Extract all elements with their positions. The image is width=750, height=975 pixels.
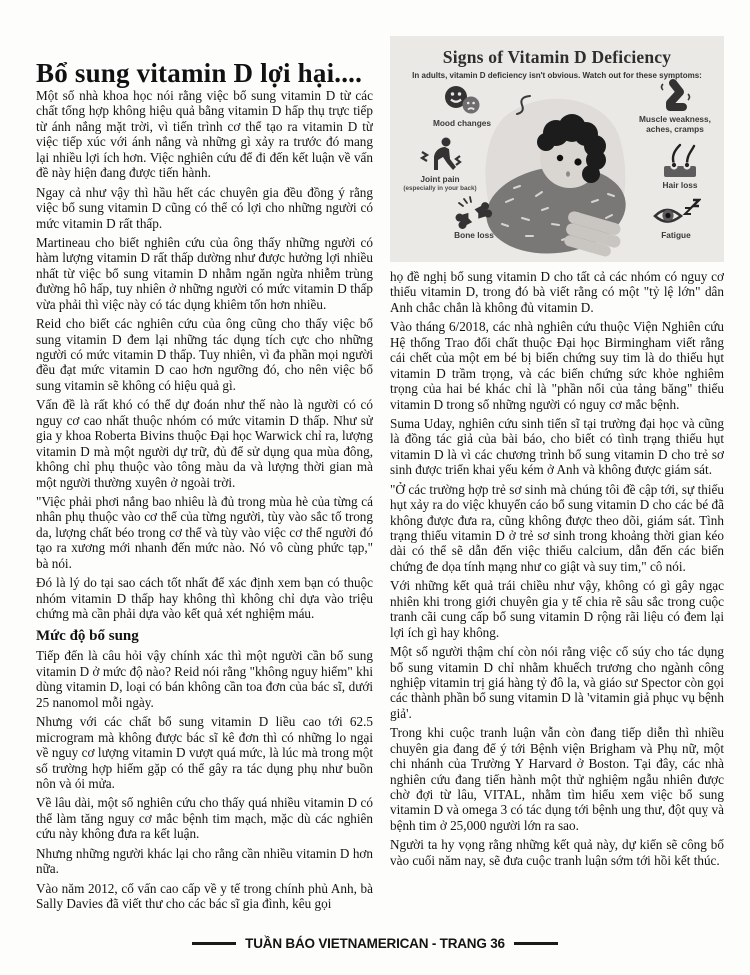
paragraph: "Việc phải phơi nắng bao nhiêu là đủ trong mùa hè của từng cá nhân phụ thuộc vào cơ thể của từng người, tùy vào sắc tố trong da, lượng chất béo trong cơ thể và tùy vào việc cơ thể người đó tạo ra xương mới nhanh đến mức nào. Nó vô cùng phức tạp," bà nói.: [36, 493, 373, 571]
broken-bone-icon: [451, 194, 497, 230]
fatigue-eye-icon: [651, 196, 701, 230]
symptom-label: Fatigue: [661, 230, 691, 240]
paragraph: Ngay cả như vậy thì hầu hết các chuyên gia đều đồng ý rằng việc bổ sung vitamin D cũng có thể có lợi cho những người có mức vitamin D rất thấp.: [36, 184, 373, 231]
paragraph: Tiếp đến là câu hỏi vậy chính xác thì một người cần bổ sung vitamin D ở mức độ nào? Reid nói rằng "không nguy hiểm" khi dùng vitamin D, loại có bán không cần toa đơn của bác sĩ, dưới 25 nanomol mỗi ngày.: [36, 648, 373, 710]
symptom-sublabel: (especially in your back): [403, 184, 477, 192]
paragraph: Martineau cho biết nghiên cứu của ông thấy những người có hàm lượng vitamin D rất thấp dường như được hưởng lợi nhiều nhất từ việc bổ sung vitamin D nhằm ngăn ngừa nhiễm trùng đường hô hấp, tuy nhiên ở những người có mức vitamin D thấp vừa phải thì việc này có tác dụng khiêm tốn hơn nhiều.: [36, 234, 373, 312]
right-column: [390, 36, 724, 928]
paragraph: Vào tháng 6/2018, các nhà nghiên cứu thuộc Viện Nghiên cứu Hệ thống Trao đổi chất thuộc Đại học Birmingham viết rằng cái chết của một em bé bị biến chứng suy tim là do thiếu hụt vitamin D trầm trọng, và các biến chứng sức khỏe nghiêm trọng của hai bé khác chỉ là "phần nổi của tảng băng" thiếu vitamin D trong số những người có nguy cơ mắc bệnh.: [390, 319, 724, 412]
symptom-joint-pain: [392, 136, 488, 192]
paragraph: Một số người thậm chí còn nói rằng việc cổ súy cho tác dụng bổ sung vitamin D chỉ nhằm khuếch trương cho ngành công nghiệp vitamin trị giá hàng tỷ đô la, và giáo sư Spector còn gọi các thành phần bổ sung vitamin D là 'vitamin giả phục vụ bệnh giả'.: [390, 644, 724, 721]
paragraph: Về lâu dài, một số nghiên cứu cho thấy quá nhiều vitamin D có thể làm tăng nguy cơ mắc bệnh tim mạch, mặc dù các nghiên cứu này không đưa ra kết luận.: [36, 795, 373, 842]
paragraph: Vấn đề là rất khó có thể dự đoán như thế nào là người có có nguy cơ cao nhất thuộc nhóm có mức vitamin D thấp. Như sử gia y khoa Roberta Bivins thuộc Đại học Warwick chỉ ra, lượng vitamin D mà một người dự trữ, đủ để sử dụng qua mùa đông, không chỉ phụ thuộc vào tông màu da và lượng thời gian mà một người thường xuyên ở ngoài trời.: [36, 397, 373, 490]
paragraph: Một số nhà khoa học nói rằng việc bổ sung vitamin D từ các chất tổng hợp không hiệu quả bằng vitamin D hấp thụ trực tiếp từ ánh nắng mặt trời, vì tiến trình cơ thể tạo ra vitamin D từ việc tiếp xúc với ánh nắng và những gì xảy ra trước đó mang lại nhiều lợi ích hơn. Việc nghiên cứu để đi đến kết luận về vấn đề này hiện đang được tiến hành.: [36, 88, 373, 181]
symptom-fatigue: [636, 196, 716, 241]
symptom-bone-loss: [430, 194, 518, 241]
paragraph: Suma Uday, nghiên cứu sinh tiến sĩ tại trường đại học và cũng là đồng tác giả của bài báo, cho biết có tình trạng thiếu hụt vitamin D là vì các chương trình bổ sung vitamin D cho trẻ sơ sinh được triển khai yếu kém ở Anh và không được giám sát.: [390, 415, 724, 478]
paragraph: họ đề nghị bổ sung vitamin D cho tất cả các nhóm có nguy cơ thiếu vitamin D, trong đó bà viết rằng có một "tỷ lệ lớn" dân Anh chắc chắn là không đủ vitamin D.: [390, 269, 724, 315]
vitamin-d-infographic: [390, 36, 724, 262]
footer-label: TUẦN BÁO VIETNAMERICAN - TRANG 36: [245, 936, 505, 951]
muscle-weakness-icon: [655, 78, 695, 114]
paragraph: Nhưng những người khác lại cho rằng cần nhiều vitamin D hơn nữa.: [36, 845, 373, 877]
paragraph: Trong khi cuộc tranh luận vẫn còn đang tiếp diễn thì nhiều chuyên gia đang để ý tới Bệnh viện Brigham và Phụ nữ, một chi nhánh của Trường Y Harvard ở Boston. Tại đây, các nhà nghiên cứu đang tiến hành một thử nghiệm ngẫu nhiên được chờ đợi từ lâu, VITAL, nhằm tìm hiểu xem việc bổ sung vitamin D và omega 3 có tác dụng tới bệnh ung thư, đột quỵ và bệnh tim ở 25,000 người lớn ra sao.: [390, 725, 724, 833]
paragraph: Người ta hy vọng rằng những kết quả này, dự kiến sẽ công bố vào cuối năm nay, sẽ đưa cuộc tranh luận sớm tới hồi kết thúc.: [390, 837, 724, 868]
footer-dash-right: [514, 942, 558, 946]
paragraph: Đó là lý do tại sao cách tốt nhất để xác định xem bạn có thuộc nhóm vitamin D thấp hay không thì không chỉ dựa vào triệu chứng mà cần phải dựa vào kết quả xét nghiệm máu.: [36, 575, 373, 621]
article-title: Bổ sung vitamin D lợi hại....: [36, 58, 363, 89]
mood-faces-icon: [440, 84, 484, 118]
section-heading: Mức độ bổ sung: [36, 628, 139, 645]
footer-dash-left: [192, 942, 236, 946]
infographic-subtitle: In adults, vitamin D deficiency isn't obvious. Watch out for these symptoms:: [412, 71, 702, 80]
symptom-label: Muscle weakness, aches, cramps: [639, 114, 711, 134]
paragraph: "Ở các trường hợp trẻ sơ sinh mà chúng tôi đề cập tới, sự thiếu hụt xảy ra do việc khuyến cáo bổ sung vitamin D cho các bé đã không được đưa ra, cũng không được theo dõi, giám sát. Tình trạng thiếu vitamin D ở trẻ sơ sinh trong khoảng thời gian kéo dài có thể sẽ dẫn đến việc thiếu calcium, dẫn đến các biến chứng đe dọa tính mạng như co giật và suy tim," cô nói.: [390, 481, 724, 574]
paragraph: Nhưng với các chất bổ sung vitamin D liều cao tới 62.5 microgram mà không được bác sĩ kê đơn thì có những lo ngại về nguy cơ lượng vitamin D vượt quá mức, là lúc mà trong một số trường hợp hiếm gặp có thể gây ra tác dụng phụ như buồn nôn và ói mửa.: [36, 714, 373, 791]
paragraph: Reid cho biết các nghiên cứu của ông cũng cho thấy việc bổ sung vitamin D đem lại những tác dụng tích cực cho những người có mức vitamin D thấp. Tuy nhiên, vì đa phần mọi người đều đạt mức vitamin D cao hơn ngưỡng đó, cho nên việc bổ sung vitamin sẽ không có hiệu quả gì.: [36, 316, 373, 393]
symptom-label: Bone loss: [454, 230, 494, 240]
left-column: [36, 88, 373, 920]
symptom-label: Mood changes: [432, 118, 492, 128]
infographic-title: Signs of Vitamin D Deficiency: [442, 47, 672, 67]
hair-loss-icon: [659, 142, 701, 180]
joint-pain-icon: [416, 136, 464, 174]
paragraph: Vào năm 2012, cố vấn cao cấp về y tế trong chính phủ Anh, bà Sally Davies đã viết thư cho các bác sĩ gia đình, kêu gọi: [36, 880, 373, 911]
symptom-mood-changes: [418, 84, 506, 129]
symptom-muscle-weakness: [630, 78, 720, 134]
page-footer: [0, 936, 750, 951]
symptom-label: Hair loss: [662, 180, 698, 190]
symptom-label: Joint pain: [420, 174, 460, 184]
paragraph: Với những kết quả trái chiều như vậy, không có gì gây ngạc nhiên khi trong giới chuyên gia y tế chia rẽ sâu sắc trong cuộc tranh cãi cung cấp bổ sung vitamin D rộng rãi liệu có đem lại lợi ích gì hay không.: [390, 578, 724, 640]
symptom-hair-loss: [642, 142, 718, 191]
